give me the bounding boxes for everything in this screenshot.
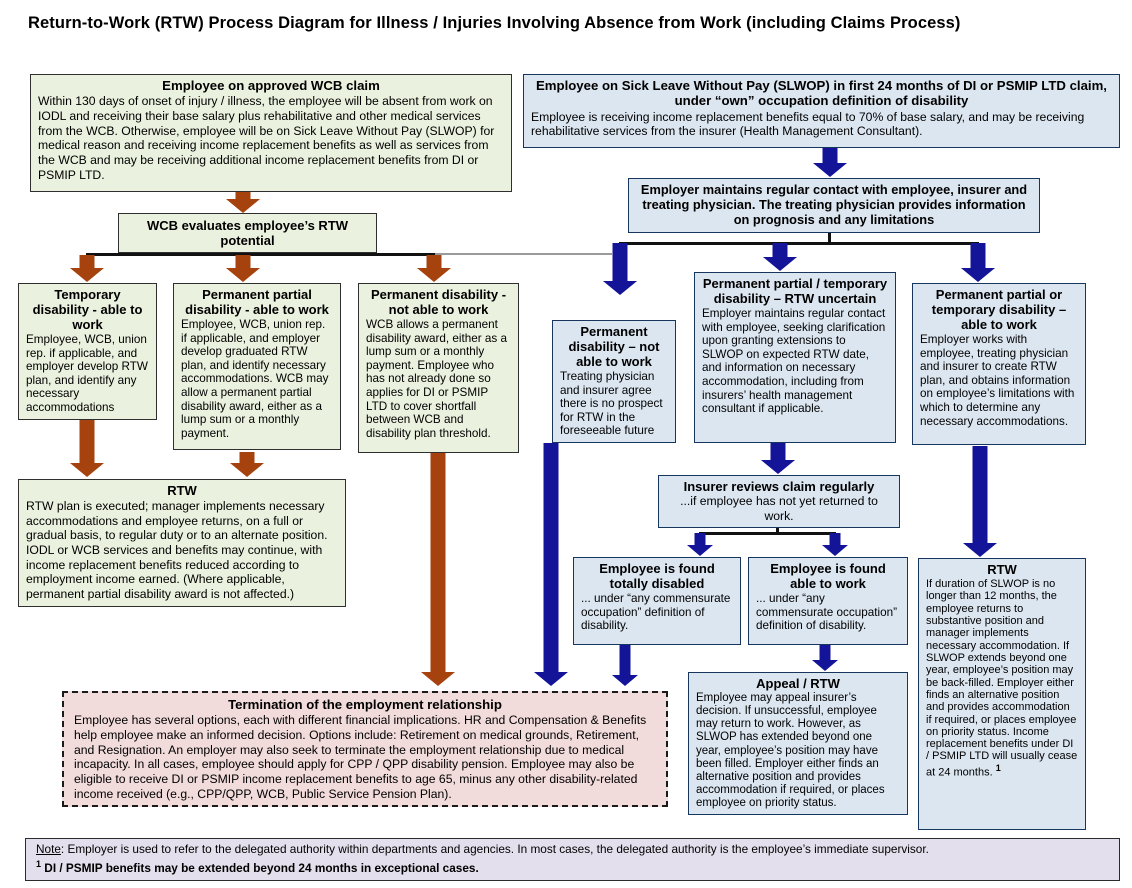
box-title: Employee on approved WCB claim [162,78,380,93]
box-body: Employee, WCB, union rep. if applicable, and employer develop RTW plan, and identify any necessary accommodations [26,333,148,415]
connector-line [619,242,979,245]
box-title: WCB evaluates employee’s RTW potential [146,218,349,249]
box-insurer-reviews-claim [658,475,900,528]
box-body: ... under “any commensurate occupation” definition of disability. [756,592,897,633]
box-title: Permanent partial or temporary disability – able to work [931,287,1067,333]
arrow-to-found-able [822,533,848,556]
box-title: Employee on Sick Leave Without Pay (SLWOP) in first 24 months of DI or PSMIP LTD claim, under “own” occupation definition of disability [536,78,1107,109]
box-employee-on-slwop-claim [523,74,1120,148]
note-line-1: Note: Employer is used to refer to the delegated authority within departments and agencies. In most cases, the delegated authority is the employee’s immediate supervisor. [36,842,929,856]
box-body: Within 130 days of onset of injury / illness, the employee will be absent from work on IODL and receiving their base salary plus rehabilitative and other medical services from the WCB. Otherwise, employee will be on Sick Leave Without Pay (SLWOP) for medical reason and receiving income replacement benefits as well as services from the WCB and may be receiving additional income replacement benefits from DI or PSMIP LTD. [38,94,495,182]
arrow-to-rtw-uncertain [763,243,797,271]
arrow-to-totally-disabled [687,533,713,556]
footnote-marker: 1 [995,762,1001,773]
box-appeal-rtw [688,672,908,815]
box-permanent-disability-not-able-to-work [358,283,519,453]
box-body: ...if employee has not yet returned to work. [680,494,878,523]
box-title: Permanent partial / temporary disability – RTW uncertain [702,276,888,307]
box-body: RTW plan is executed; manager implements necessary accommodations and employee returns, on a full or gradual basis, to regular duty or to an alternate position. IODL or WCB services and benefits may continue, with income replacement benefits reduced according to employment income earned. (Where applicable, permanent partial disability award is not affected.) [26,499,328,601]
arrow-to-permanent-disability-right [603,243,637,295]
arrow-to-able-to-work-right [961,243,995,282]
arrow-to-permanent-disability [417,255,451,282]
arrow-to-temporary-disability [70,255,104,282]
box-title: Employer maintains regular contact with employee, insurer and treating physician. The treating physician provides information on prognosis and any limitations [640,182,1028,227]
connector-line [86,253,435,256]
box-temporary-disability-able-to-work [18,283,157,420]
page-title: Return-to-Work (RTW) Process Diagram for Illness / Injuries Involving Absence from Work (including Claims Process) [28,14,961,32]
box-title: RTW [987,562,1017,577]
box-body: Employee, WCB, union rep. if applicable, and employer develop graduated RTW plan, and identify necessary accommodations. WCB may allow a permanent partial disability award, either as a lump sum or a monthly payment. [181,318,329,440]
box-permanent-disability-not-able-to-work-right [552,320,676,443]
box-body: If duration of SLWOP is no longer than 12 months, the employee returns to substantive position and manager implements necessary accommodation. If SLWOP extends beyond one year, employee’s position may be back-filled. Employer either finds an alternative position and provides accommodation if required, or places employee on priority status. Income replacement benefits under DI / PSMIP LTD will usually cease at 24 months. $^1$ [926,578,1078,779]
box-rtw-right [918,558,1086,830]
box-title: Termination of the employment relationship [228,697,502,712]
arrow-slwop-to-employer-contact [813,148,847,177]
box-body: Employer works with employee, treating physician and insurer to create RTW plan, and obtains information on employee’s limitations with which to determine any necessary accommodations. [920,333,1075,428]
box-employer-maintains-contact [628,178,1040,233]
arrow-able-right-to-rtw [963,446,997,557]
box-rtw-uncertain [694,272,896,443]
box-title: Permanent disability – not able to work [568,324,660,370]
connector-line [435,253,612,255]
box-employee-on-wcb-claim [30,74,512,192]
note-label: Note [36,842,61,856]
box-body: ... under “any commensurate occupation” definition of disability. [581,592,731,633]
connector-line [699,532,836,535]
arrow-to-permanent-partial [226,255,260,282]
box-body: Employer maintains regular contact with employee, seeking clarification upon granting extensions to SLWOP on expected RTW date, and information on necessary accommodation, including from insurers’ health management consultant if applicable. [702,307,886,416]
footnote-marker: 1 [36,858,42,869]
box-title: Insurer reviews claim regularly [683,479,875,494]
box-rtw-left [18,479,346,607]
box-title: RTW [167,483,197,498]
box-body: Employee may appeal insurer’s decision. If unsuccessful, employee may return to work. However, as SLWOP has extended beyond one year, employee’s position may have been filled. Employer either finds an alternative position and provides accommodation if required, or places employee on priority status. [696,692,885,809]
arrow-uncertain-to-insurer-reviews [761,443,795,474]
box-body: WCB allows a permanent disability award, either as a lump sum or a monthly payment. Employee who has not already done so applies for DI or PSMIP LTD to cover shortfall between WCB and disability plan threshold. [366,318,507,440]
box-title: Permanent partial disability - able to work [185,287,329,318]
arrow-permanent-right-to-termination [534,443,568,686]
arrow-disabled-to-termination [612,645,638,686]
box-title: Employee is found totally disabled [599,561,715,592]
box-body: Employee has several options, each with different financial implications. HR and Compensation & Benefits help employee make an informed decision. Options include: Retirement on medical grounds, Retirement, and Resignation. An employer may also seek to terminate the employment relationship due to medical incapacity. In all cases, employee should apply for CPP / QPP disability pension. Employee may also be eligible to receive DI or PSMIP income replacement benefits to age 65, minus any other disability-related income received (e.g., CPP/QPP, WCB, Public Service Pension Plan). [74,713,647,801]
arrow-temporary-to-rtw [70,415,104,477]
box-body: Treating physician and insurer agree there is no prospect for RTW in the foreseeable future [560,370,663,438]
arrow-permanent-to-termination [421,453,455,686]
arrow-partial-to-rtw [230,452,264,477]
box-wcb-evaluates-rtw-potential [118,213,377,253]
box-body: Employee is receiving income replacement benefits equal to 70% of base salary, and may be receiving rehabilitative services from the insurer (Health Management Consultant). [531,109,1085,139]
arrow-wcbclaim-to-evaluates [226,192,260,213]
box-permanent-partial-or-temporary-able-to-work [912,283,1086,445]
box-footnote [25,838,1120,881]
box-title: Employee is found able to work [770,561,886,592]
arrow-able-to-appeal [812,645,838,671]
box-title: Appeal / RTW [756,676,840,691]
box-title: Permanent disability - not able to work [370,287,507,318]
box-permanent-partial-disability-able-to-work [173,283,341,450]
box-employee-found-totally-disabled [573,557,741,645]
note-line-2: $^1$ DI / PSMIP benefits may be extended beyond 24 months in exceptional cases. [36,858,479,875]
box-employee-found-able-to-work [748,557,908,645]
box-termination-of-employment [62,691,668,807]
box-title: Temporary disability - able to work [32,287,143,333]
